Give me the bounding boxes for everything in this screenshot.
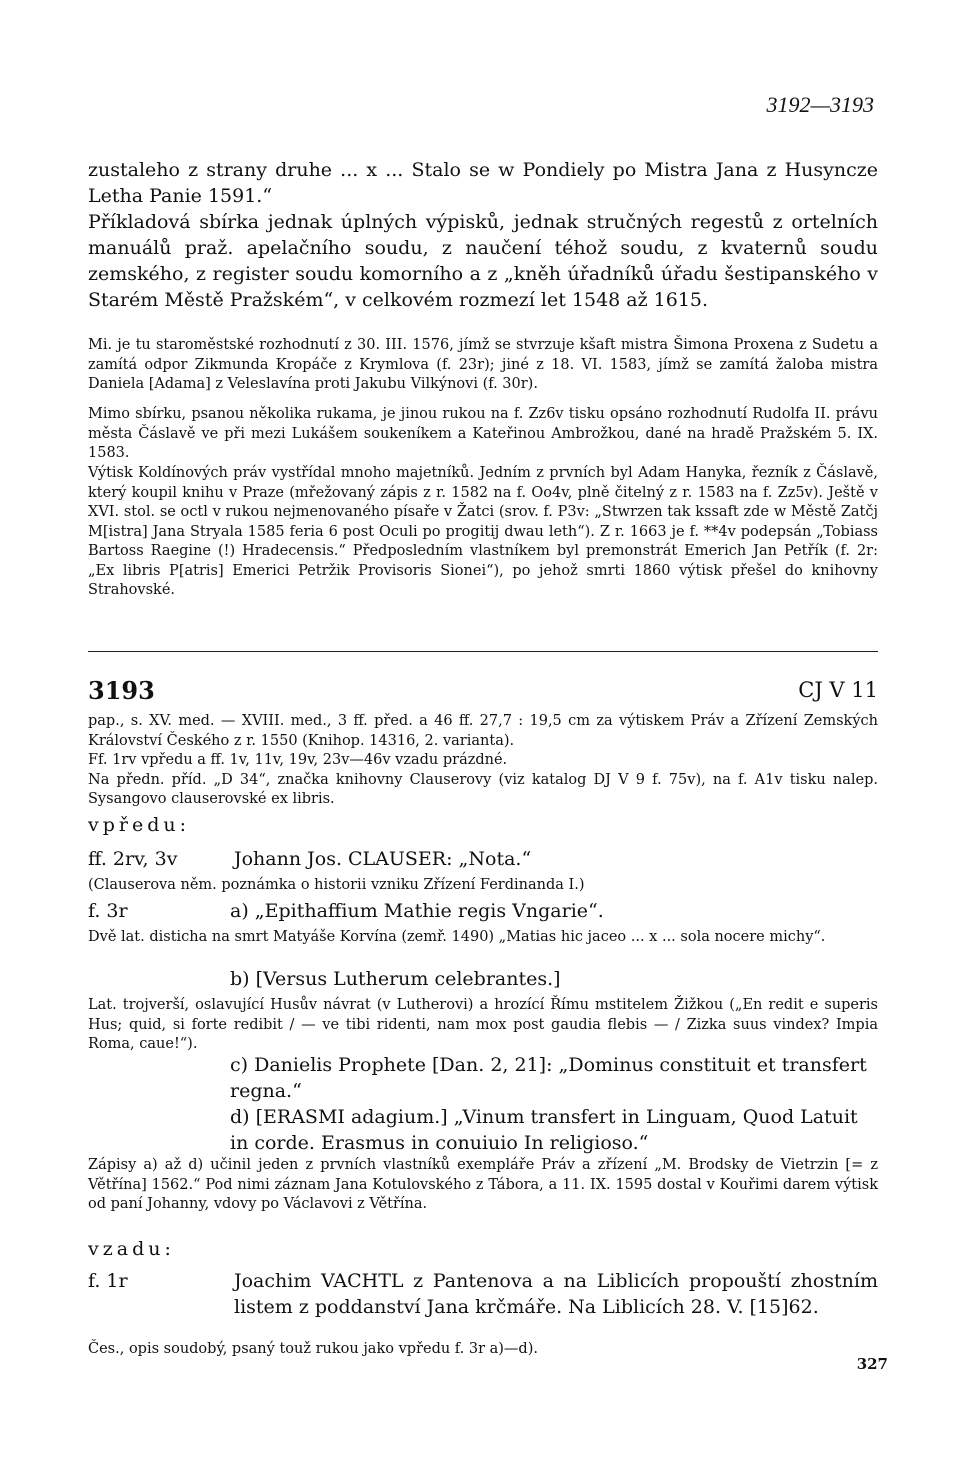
prev-entry-other-hand-text: Mimo sbírku, psanou několika rukama, je jinou rukou na f. Zz6v tisku opsáno rozhodnutí Rudolfa II. právu města Čáslavě ve při mezi Lukášem soukeníkem a Kateřinou Ambrožkou, dané na hradě Pražském 5. IX. 1583. (88, 406, 878, 461)
entry-number: 3193 (88, 676, 155, 705)
section-back-heading (88, 1238, 878, 1260)
item-f3r-note-text: Zápisy a) až d) učinil jeden z prvních vlastníků exempláře Práv a zřízení „M. Brodsky de Vietrzin [= z Větřína] 1562.“ Pod nimi záznam Jana Kotulovského z Tábora, a 11. IX. 1595 dostal v Kouřimi darem výtisk od paní Johanny, vdovy po Václavovi z Větřína. (88, 1157, 878, 1212)
page-number: 327 (856, 1355, 888, 1373)
item-f3r-label: f. 3r (88, 900, 128, 922)
item-ff-2rv-text: Johann Jos. CLAUSER: „Nota.“ (234, 848, 532, 870)
item-back-f1r-note-text: Čes., opis soudobý, psaný touž rukou jako vpředu f. 3r a)—d). (88, 1341, 538, 1357)
item-back-f1r-text: Joachim VACHTL z Pantenova a na Liblicích propouští zhostním listem z poddanství Jana krčmáře. Na Liblicích 28. V. [15]62. (234, 1270, 878, 1318)
entry-desc-physical: pap., s. XV. med. — XVIII. med., 3 ff. před. a 46 ff. 27,7 : 19,5 cm za výtiskem Práv a Zřízení Zemských Království Českého z r. 1550 (Knihop. 14316, 2. varianta). (88, 713, 878, 749)
item-f3r-b-text: b) [Versus Lutherum celebrantes.] (230, 968, 561, 990)
item-f3r-d-text: d) [ERASMI adagium.] „Vinum transfert in Linguam, Quod Latuit in corde. Erasmus in conuiuio In religioso.“ (230, 1106, 858, 1154)
section-front-heading (88, 814, 878, 836)
prev-entry-summary (88, 209, 878, 313)
item-f3r-a (88, 898, 878, 926)
item-f3r-a-note-text: Dvě lat. disticha na smrt Matyáše Korvína (zemř. 1490) „Matias hic jaceo ... x ... sola nocere michy“. (88, 929, 826, 945)
item-ff-2rv-note (88, 876, 878, 896)
section-back-label: vzadu: (88, 1238, 175, 1260)
item-f3r-d (230, 1104, 878, 1156)
item-f3r-note (88, 1156, 878, 1215)
entry-description (88, 712, 878, 810)
page-range-header: 3192—3193 (766, 92, 874, 117)
prev-entry-quote-text: zustaleho z strany druhe ... x ... Stalo se w Pondiely po Mistra Jana z Husyncze Letha Panie 1591.“ (88, 159, 878, 207)
item-back-f1r-note (88, 1340, 878, 1360)
item-f3r-b (88, 966, 878, 994)
item-back-f1r-label: f. 1r (88, 1270, 128, 1292)
prev-entry-decisions (88, 336, 878, 395)
prev-entry-quote (88, 157, 878, 209)
item-f3r-c-text: c) Danielis Prophete [Dan. 2, 21]: „Dominus constituit et transfert regna.“ (230, 1054, 867, 1102)
item-ff-2rv-note-text: (Clauserova něm. poznámka o historii vzniku Zřízení Ferdinanda I.) (88, 877, 585, 893)
entry-signature: CJ V 11 (798, 678, 878, 702)
item-ff-2rv-label: ff. 2rv, 3v (88, 848, 178, 870)
section-front-label: vpředu: (88, 814, 191, 836)
prev-entry-decisions-text: Mi. je tu staroměstské rozhodnutí z 30. III. 1576, jímž se stvrzuje kšaft mistra Šimona Proxena z Sudetu a zamítá odpor Zikmunda Kropáče z Krymlova (f. 23r); jiné z 18. VI. 1583, jímž se zamítá žaloba mistra Daniela [Adama] z Veleslavína proti Jakubu Vilkýnovi (f. 30r). (88, 337, 878, 392)
item-f3r-a-note (88, 928, 878, 948)
item-f3r-c (230, 1052, 878, 1104)
item-f3r-b-note-text: Lat. trojverší, oslavující Husův návrat (v Lutherovi) a hrozící Římu mstitelem Žižkou („En redit e superis Hus; quid, si forte redibit / — ve tibi ridenti, nam mox post gaudia flebis — / Zizka suus vindex? Impia Roma, caue!“). (88, 997, 878, 1052)
prev-entry-summary-text: Příkladová sbírka jednak úplných výpisků, jednak stručných regestů z ortelních manuálů praž. apelačního soudu, z naučení téhož soudu, z kvaternů soudu zemského, z register soudu komorního a z „kněh úřadníků úřadu šestipanského v Starém Městě Pražském“, v celkovém rozmezí let 1548 až 1615. (88, 211, 878, 311)
item-back-f1r-body (234, 1268, 878, 1320)
item-f3r-b-note (88, 996, 878, 1055)
item-ff-2rv (88, 846, 878, 874)
entry-header (88, 676, 878, 710)
item-f3r-a-text: a) „Epithaffium Mathie regis Vngarie“. (230, 900, 604, 922)
prev-entry-provenance (88, 464, 878, 601)
prev-entry-provenance-text: Výtisk Koldínových práv vystřídal mnoho majetníků. Jedním z prvních byl Adam Hanyka, řezník z Čáslavě, který koupil knihu v Praze (mřežovaný zápis z r. 1582 na f. Oo4v, plně čitelný z r. 1583 na f. Zz5v). Ještě v XVI. stol. se octl v rukou nejmenovaného písaře v Žatci (srov. f. P3v: „Stwrzen tak kssaft zde w Městě Zatčj M[istra] Jana Stryala 1585 feria 6 post Oculi po progitij dwau leth“). Z r. 1663 je f. **4v podepsán „Tobiass Bartoss Raegine (!) Hradecensis.“ Předposledním vlastníkem byl premonstrát Emerich Jan Petřík (f. 2r: „Ex libris P[atris] Emerici Petržik Provisoris Sionei“), po jehož smrti 1860 výtisk přešel do knihovny Strahovské. (88, 465, 878, 598)
entry-desc-bookplate: Na předn. příd. „D 34“, značka knihovny Clauserovy (viz katalog DJ V 9 f. 75v), na f. A1v tisku nalep. Sysangovo clauserovské ex libris. (88, 771, 878, 807)
section-divider (88, 651, 878, 652)
entry-desc-blank-leaves: Ff. 1rv vpředu a ff. 1v, 11v, 19v, 23v—46v vzadu prázdné. (88, 752, 508, 768)
prev-entry-other-hand (88, 405, 878, 464)
